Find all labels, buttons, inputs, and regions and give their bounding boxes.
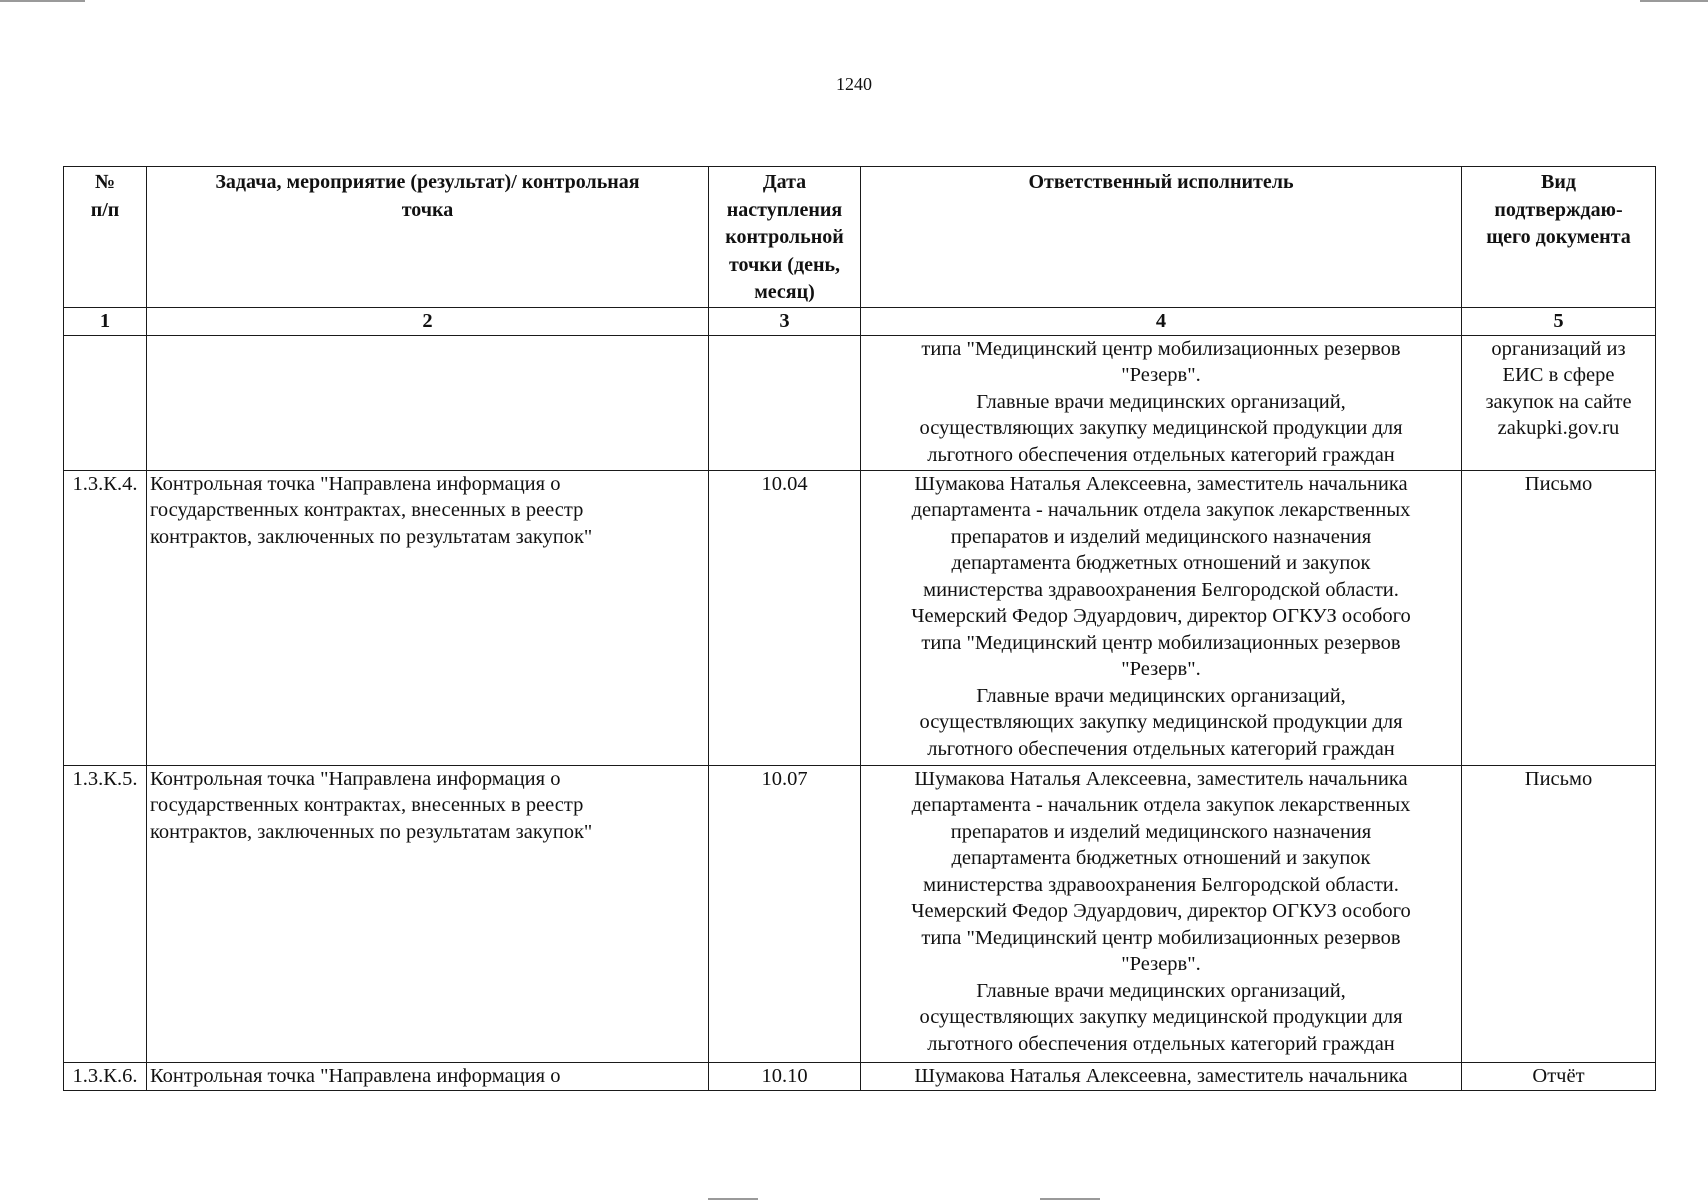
row-doc-type: Письмо: [1462, 765, 1656, 1062]
page-number: 1240: [836, 74, 872, 94]
table-row: [64, 470, 1656, 765]
column-number: 4: [861, 307, 1462, 335]
row-doc-type: Письмо: [1462, 470, 1656, 765]
table-row: [64, 1062, 1656, 1090]
row-task: [147, 335, 709, 470]
row-executor: Шумакова Наталья Алексеевна, заместитель начальника департамента - начальник отдела закупок лекарственных препаратов и изделий медицинского назначения департамента бюджетных отношений и закупок министерства здравоохранения Белгородской области. Чемерский Федор Эдуардович, директор ОГКУЗ особого типа "Медицинский центр мобилизационных резервов "Резерв". Главные врачи медицинских организаций, осуществляющих закупку медицинской продукции для льготного обеспечения отдельных категорий граждан: [861, 470, 1462, 765]
row-task: Контрольная точка "Направлена информация о: [147, 1062, 709, 1090]
column-number: 1: [64, 307, 147, 335]
header-date: Дата наступления контрольной точки (день, месяц): [709, 167, 861, 308]
table-header-row: [64, 167, 1656, 308]
row-executor: Шумакова Наталья Алексеевна, заместитель начальника: [861, 1062, 1462, 1090]
row-num: 1.3.К.4.: [64, 470, 147, 765]
row-task: Контрольная точка "Направлена информация о государственных контрактах, внесенных в реестр контрактов, заключенных по результатам закупок": [147, 470, 709, 765]
row-num: 1.3.К.5.: [64, 765, 147, 1062]
row-date: 10.10: [709, 1062, 861, 1090]
row-executor: Шумакова Наталья Алексеевна, заместитель начальника департамента - начальник отдела закупок лекарственных препаратов и изделий медицинского назначения департамента бюджетных отношений и закупок министерства здравоохранения Белгородской области. Чемерский Федор Эдуардович, директор ОГКУЗ особого типа "Медицинский центр мобилизационных резервов "Резерв". Главные врачи медицинских организаций, осуществляющих закупку медицинской продукции для льготного обеспечения отдельных категорий граждан: [861, 765, 1462, 1062]
scan-artifact-top-left: [0, 0, 85, 2]
row-num: [64, 335, 147, 470]
control-points-table: [63, 166, 1656, 1091]
column-number: 3: [709, 307, 861, 335]
row-num: 1.3.К.6.: [64, 1062, 147, 1090]
row-doc-type: Отчёт: [1462, 1062, 1656, 1090]
row-task: Контрольная точка "Направлена информация о государственных контрактах, внесенных в реестр контрактов, заключенных по результатам закупок": [147, 765, 709, 1062]
header-task: Задача, мероприятие (результат)/ контрольная точка: [147, 167, 709, 308]
header-executor: Ответственный исполнитель: [861, 167, 1462, 308]
row-date: 10.04: [709, 470, 861, 765]
table-row: [64, 765, 1656, 1062]
row-date: 10.07: [709, 765, 861, 1062]
row-date: [709, 335, 861, 470]
column-number: 2: [147, 307, 709, 335]
table-row: [64, 335, 1656, 470]
column-numbers-row: [64, 307, 1656, 335]
scan-artifact-top-right: [1640, 0, 1708, 2]
header-doc-type: Вид подтверждаю- щего документа: [1462, 167, 1656, 308]
column-number: 5: [1462, 307, 1656, 335]
header-num: № п/п: [64, 167, 147, 308]
row-doc-type: организаций из ЕИС в сфере закупок на сайте zakupki.gov.ru: [1462, 335, 1656, 470]
row-executor: типа "Медицинский центр мобилизационных резервов "Резерв". Главные врачи медицинских организаций, осуществляющих закупку медицинской продукции для льготного обеспечения отдельных категорий граждан: [861, 335, 1462, 470]
